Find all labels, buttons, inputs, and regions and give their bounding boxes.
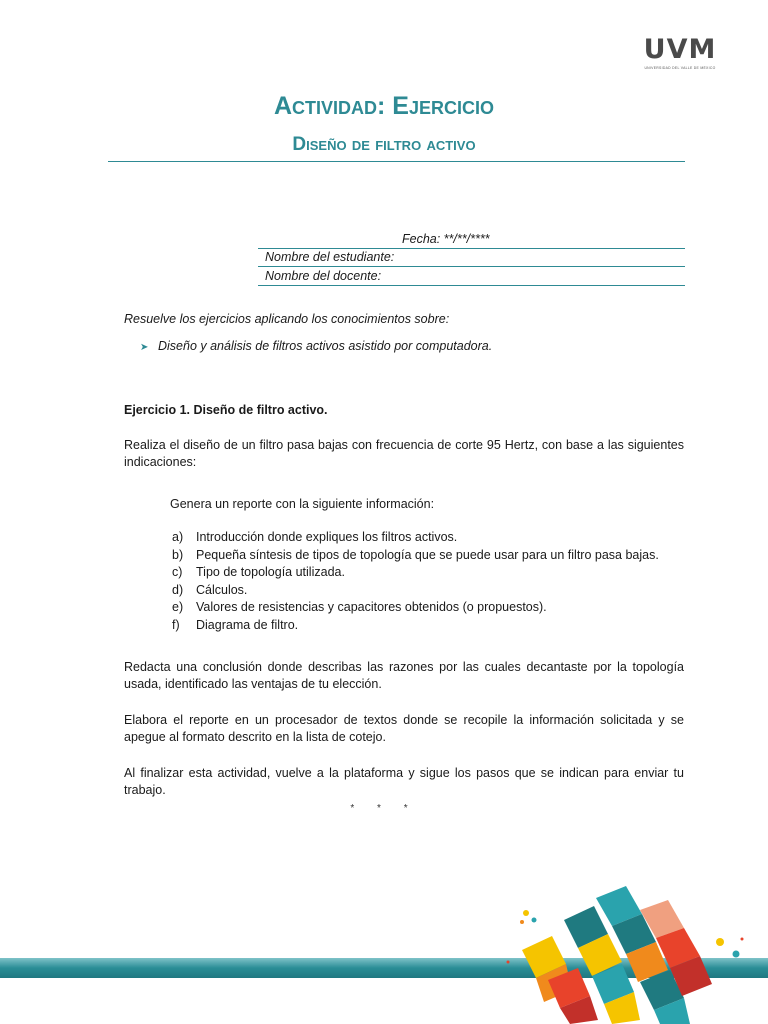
- teacher-name-label: Nombre del docente:: [265, 269, 382, 283]
- list-item: [172, 582, 659, 600]
- date-label: Fecha: **/**/****: [402, 232, 490, 246]
- footer-decoration: [0, 880, 768, 1024]
- logo-subtitle: UNIVERSIDAD DEL VALLE DE MÉXICO: [644, 66, 716, 70]
- format-text: Elabora el reporte en un procesador de textos donde se recopile la información solicitada y se apegue al formato descrito en la lista de cotejo.: [124, 713, 684, 744]
- list-marker: b): [172, 547, 184, 562]
- arrow-bullet-icon: ➤: [140, 342, 149, 353]
- conclusion-text: Redacta una conclusión donde describas las razones por las cuales decantaste por la topología usada, identificado las ventajas de tu elección.: [124, 660, 684, 691]
- list-item-text: Introducción donde expliques los filtros activos.: [196, 530, 458, 544]
- list-item: [172, 617, 659, 635]
- list-item-text: Tipo de topología utilizada.: [196, 565, 345, 580]
- list-item: [172, 564, 659, 582]
- list-marker: f): [172, 617, 180, 632]
- student-name-field: [258, 249, 685, 267]
- page-title: Actividad: Ejercicio: [273, 92, 494, 120]
- list-marker: e): [172, 600, 184, 615]
- list-marker: d): [172, 582, 184, 597]
- list-marker: a): [172, 530, 184, 544]
- intro-bullet-text: Diseño y análisis de filtros activos asistido por computadora.: [158, 339, 493, 353]
- teacher-name-field: [258, 268, 685, 286]
- end-marker: * * *: [350, 803, 418, 814]
- uvm-logo: [640, 36, 720, 70]
- page-subtitle: Diseño de filtro activo: [292, 134, 476, 155]
- logo-text: UVM: [643, 34, 717, 65]
- exercise-heading: Ejercicio 1. Diseño de filtro activo.: [124, 403, 328, 417]
- date-field: [258, 231, 685, 249]
- closing-text: Al finalizar esta actividad, vuelve a la plataforma y sigue los pasos que se indican para enviar tu trabajo.: [124, 766, 684, 797]
- title-divider: [108, 161, 685, 162]
- cubes-graphic: [522, 886, 712, 1024]
- student-name-label: Nombre del estudiante:: [265, 250, 395, 264]
- list-item-text: Valores de resistencias y capacitores obtenidos (o propuestos).: [196, 600, 547, 615]
- intro-bullet: [124, 338, 684, 356]
- list-item: [172, 529, 659, 547]
- requirements-list: [172, 529, 659, 635]
- list-item: [172, 547, 659, 565]
- list-item-text: Diagrama de filtro.: [196, 617, 299, 632]
- report-intro: Genera un reporte con la siguiente información:: [170, 497, 435, 511]
- list-item: [172, 599, 659, 617]
- intro-text: Resuelve los ejercicios aplicando los conocimientos sobre:: [124, 312, 450, 326]
- list-item-text: Pequeña síntesis de tipos de topología que se puede usar para un filtro pasa bajas.: [196, 547, 659, 562]
- list-marker: c): [172, 565, 183, 580]
- list-item-text: Cálculos.: [196, 582, 248, 597]
- exercise-description: Realiza el diseño de un filtro pasa bajas con frecuencia de corte 95 Hertz, con base a las siguientes indicaciones:: [124, 438, 684, 469]
